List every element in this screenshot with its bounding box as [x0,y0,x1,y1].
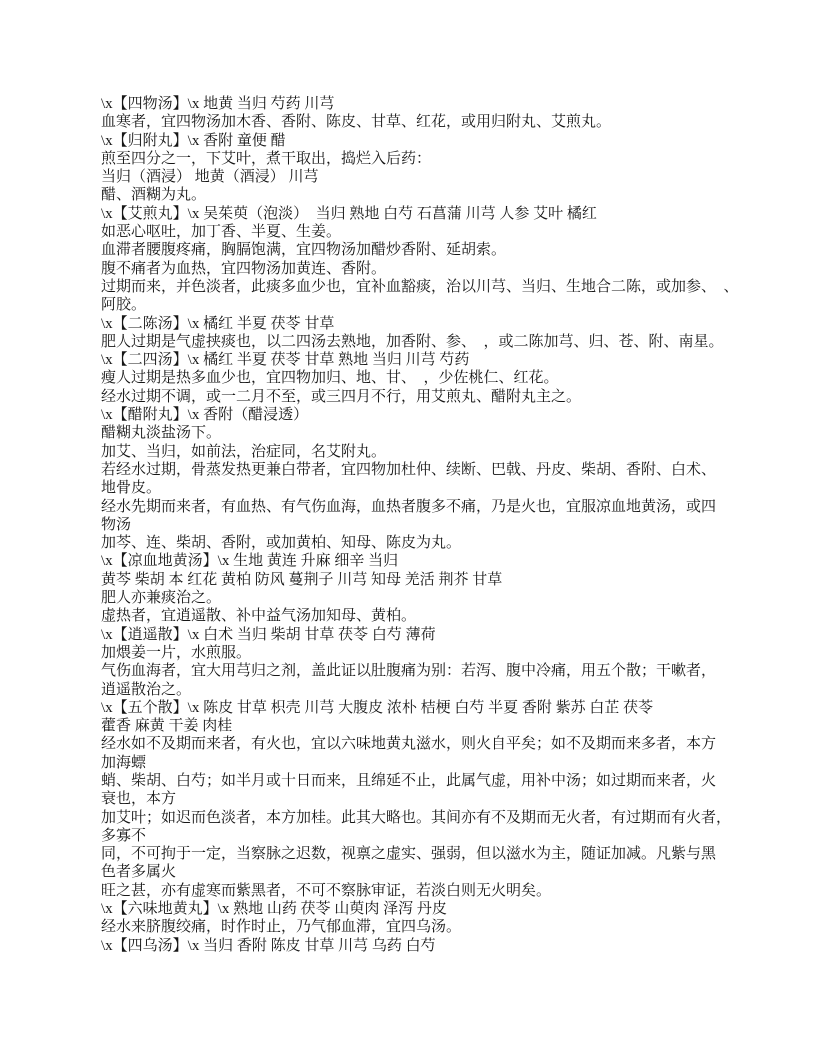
text-line: 逍遥散治之。 [101,681,192,698]
text-line: 虚热者，宜逍遥散、补中益气汤加知母、黄柏。 [101,608,417,625]
text-line: 肥人亦兼痰治之。 [101,590,222,607]
text-line: 气伤血海者，宜大用芎归之剂，盖此证以肚腹痛为别：若泻、腹中冷痛，用五个散；干嗽者， [101,663,717,680]
text-line: 经水如不及期而来者，有火也，宜以六味地黄丸滋水，则火自平矣；如不及期而来多者，本方 [101,736,717,753]
text-line: 煎至四分之一，下艾叶，煮干取出，捣烂入后药： [101,150,432,167]
text-line: 阿胶。 [101,297,147,314]
text-line: 物汤 [101,516,132,533]
text-line: 旺之甚，亦有虚寒而紫黑者，不可不察脉审证，若淡白则无火明矣。 [101,882,552,899]
text-line: \x【归附丸】\x 香附 童便 醋 [101,132,286,149]
text-line: \x【艾煎丸】\x 吴茱萸（泡淡） 当归 熟地 白芍 石菖蒲 川芎 人参 艾叶 橘红 [101,205,597,222]
text-line: 衰也，本方 [101,791,177,808]
text-line: 经水来脐腹绞痛，时作时止，乃气郁血滞，宜四乌汤。 [101,919,462,936]
text-line: 血滞者腰腹疼痛，胸膈饱满，宜四物汤加醋炒香附、延胡索。 [101,242,507,259]
text-line: \x【二陈汤】\x 橘红 半夏 茯苓 甘草 [101,315,335,332]
text-line: 加艾、当归，如前法，治症同，名艾附丸。 [101,443,387,460]
text-line: 肥人过期是气虚挟痰也，以二四汤去熟地，加香附、参、 ，或二陈加芎、归、苍、附、南星。 [101,333,724,350]
text-line: \x【逍遥散】\x 白术 当归 柴胡 甘草 茯苓 白芍 薄荷 [101,626,436,643]
text-line: 色者多属火 [101,864,177,881]
text-line: 地骨皮。 [101,480,162,497]
text-line: \x【二四汤】\x 橘红 半夏 茯苓 甘草 熟地 当归 川芎 芍药 [101,352,470,369]
text-line: 加芩、连、柴胡、香附，或加黄柏、知母、陈皮为丸。 [101,535,462,552]
text-line: 过期而来，并色淡者，此痰多血少也，宜补血豁痰，治以川芎、当归、生地合二陈，或加参、 、 [101,278,739,295]
text-line: 血寒者，宜四物汤加木香、香附、陈皮、甘草、红花，或用归附丸、艾煎丸。 [101,114,612,131]
text-line: \x【四乌汤】\x 当归 香附 陈皮 甘草 川芎 乌药 白芍 [101,937,436,954]
text-line: 醋糊丸淡盐汤下。 [101,425,222,442]
text-line: 经水过期不调，或一二月不至，或三四月不行，用艾煎丸、醋附丸主之。 [101,388,582,405]
text-line: \x【五个散】\x 陈皮 甘草 枳壳 川芎 大腹皮 浓朴 桔梗 白芍 半夏 香附 紫苏 白芷 茯苓 [101,699,654,716]
text-line: 蛸、柴胡、白芍；如半月或十日而来，且绵延不止，此属气虚，用补中汤；如过期而来者，火 [101,772,717,789]
text-line: \x【醋附丸】\x 香附（醋浸透） [101,407,309,424]
text-line: 加煨姜一片，水煎服。 [101,644,252,661]
text-line: 腹不痛者为血热，宜四物汤加黄连、香附。 [101,260,387,277]
text-line: 同，不可拘于一定，当察脉之迟数，视禀之虚实、强弱，但以滋水为主，随证加减。凡紫与黑 [101,846,717,863]
text-line: 多寡不 [101,827,147,844]
text-line: 如恶心呕吐，加丁香、半夏、生姜。 [101,224,342,241]
text-line: 瘦人过期是热多血少也，宜四物加归、地、甘、 ，少佐桃仁、红花。 [101,370,559,387]
text-line: \x【凉血地黄汤】\x 生地 黄连 升麻 细辛 当归 [101,553,399,570]
text-line: 藿香 麻黄 干姜 肉桂 [101,718,233,735]
text-line: 若经水过期，骨蒸发热更兼白带者，宜四物加杜仲、续断、巴戟、丹皮、柴胡、香附、白术、 [101,461,717,478]
text-line: \x【六味地黄丸】\x 熟地 山药 茯苓 山萸肉 泽泻 丹皮 [101,901,447,918]
text-line: 黄芩 柴胡 本 红花 黄柏 防风 蔓荆子 川芎 知母 羌活 荆芥 甘草 [101,571,503,588]
document-text-block [101,95,741,955]
text-line: 醋、酒糊为丸。 [101,187,207,204]
text-line: 加海螵 [101,754,147,771]
text-line: \x【四物汤】\x 地黄 当归 芍药 川芎 [101,96,335,112]
text-line: 当归（酒浸） 地黄（酒浸） 川芎 [101,169,319,186]
text-line: 加艾叶；如迟而色淡者，本方加桂。此其大略也。其间亦有不及期而无火者，有过期而有火者， [101,809,732,826]
text-line: 经水先期而来者，有血热、有气伤血海，血热者腹多不痛，乃是火也，宜服凉血地黄汤，或四 [101,498,717,515]
